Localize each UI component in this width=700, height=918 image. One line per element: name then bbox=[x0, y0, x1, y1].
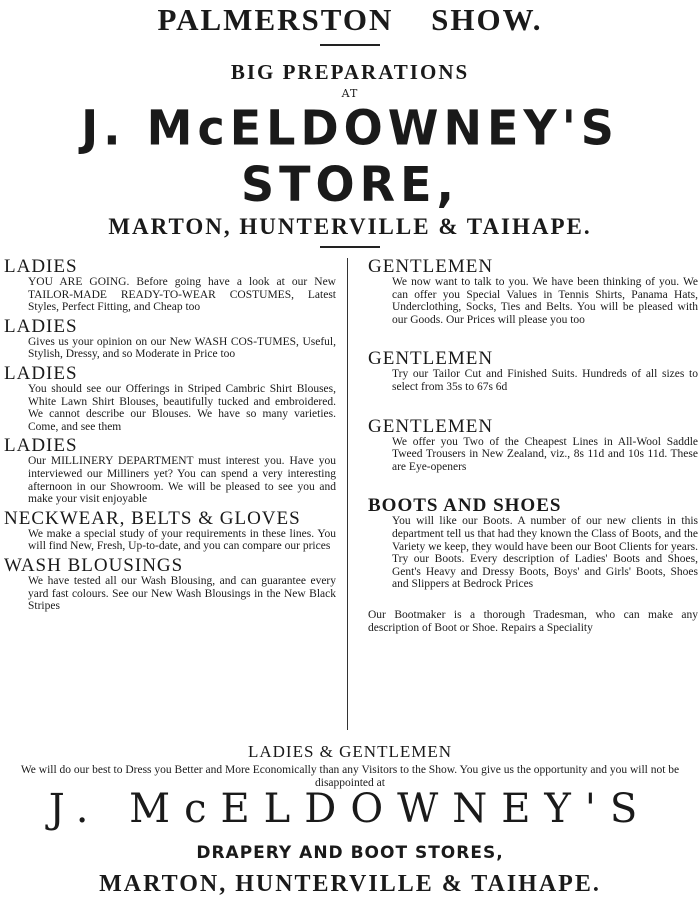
store-towns: MARTON, HUNTERVILLE & TAIHAPE. bbox=[108, 214, 592, 239]
section-gentlemen-trousers bbox=[368, 415, 698, 474]
section-heading: GENTLEMEN bbox=[368, 256, 494, 277]
section-boots-and-shoes bbox=[368, 497, 698, 591]
section-body: Gives us your opinion on our New WASH COS-TUMES, Useful, Stylish, Dressy, and so Moderate in Price too bbox=[28, 335, 336, 361]
column-divider bbox=[347, 258, 348, 730]
section-heading: NECKWEAR, BELTS & GLOVES bbox=[4, 507, 301, 529]
section-gentlemen-shirts bbox=[368, 258, 698, 326]
section-body: YOU ARE GOING. Before going have a look at our New TAILOR-MADE READY-TO-WEAR COSTUMES, Latest Styles, Perfect Fitting, and Cheap too bbox=[28, 276, 336, 314]
section-heading: WASH BLOUSINGS bbox=[4, 554, 184, 576]
left-column bbox=[4, 258, 336, 617]
section-heading: LADIES bbox=[4, 435, 78, 457]
section-heading: GENTLEMEN bbox=[368, 348, 494, 370]
show-title: PALMERSTON SHOW. bbox=[157, 2, 543, 37]
big-preparations-heading: BIG PREPARATIONS bbox=[230, 60, 470, 84]
section-body: We now want to talk to you. We have been thinking of you. We can offer you Special Values in Tennis Shirts, Panama Hats, Underclothing, Socks, Ties and Belts. You will be pleased with our Goods. Our Prices will please you too bbox=[392, 276, 698, 326]
divider-rule bbox=[320, 246, 380, 248]
closing-offer-text: We will do our best to Dress you Better and More Economically than any Visitors to the Show. You give us the opportunity and you will not be disappointed at bbox=[20, 764, 680, 789]
section-wash-blousings bbox=[4, 554, 336, 613]
section-ladies-costumes bbox=[4, 258, 336, 314]
section-heading: GENTLEMEN bbox=[368, 415, 494, 437]
at-label: AT bbox=[341, 87, 359, 100]
section-gentlemen-suits bbox=[368, 350, 698, 393]
section-body: Our Bootmaker is a thorough Tradesman, who can make any description of Boot or Shoe. Repairs a Speciality bbox=[368, 608, 698, 634]
offer-columns bbox=[0, 258, 700, 738]
section-body: Our MILLINERY DEPARTMENT must interest you. Have you interviewed our Milliners yet? You can spend a very interesting afternoon in our Showroom. We will be pleased to see you and make your visit enjoyable bbox=[28, 455, 336, 506]
section-body: You will like our Boots. A number of our new clients in this department tell us that had they known the Class of Boots, and the Variety we keep, they would have been our Boot Clients for years. Try our Boots. Every description of Ladies' Boots and Shoes, Gent's Heavy and Dressy Boots, Boys' and Girls' Boots, Shoes and Slippers at Bedrock Prices bbox=[392, 515, 698, 591]
ladies-gentlemen-heading: LADIES & GENTLEMEN bbox=[247, 742, 453, 761]
section-ladies-wash-costumes bbox=[4, 315, 336, 361]
store-name-heading: J. McELDOWNEY'S STORE, bbox=[81, 99, 619, 213]
section-ladies-blouses bbox=[4, 362, 336, 433]
section-heading: LADIES bbox=[4, 362, 78, 384]
section-body: You should see our Offerings in Striped Cambric Shirt Blouses, White Lawn Shirt Blouses, beautifully tucked and embroidered. We cannot describe our Blouses. We have so many varieties. Come, and see them bbox=[28, 382, 336, 433]
section-heading: LADIES bbox=[4, 315, 78, 337]
section-body: Try our Tailor Cut and Finished Suits. Hundreds of all sizes to select from 35s to 67s 6d bbox=[392, 368, 698, 393]
section-neckwear bbox=[4, 507, 336, 553]
section-body: We have tested all our Wash Blousing, and can guarantee every yard fast colours. See our New Wash Blousings in the New Black Stripes bbox=[28, 574, 336, 613]
section-body: We make a special study of your requirements in these lines. You will find New, Fresh, Up-to-date, and you can compare our prices bbox=[28, 527, 336, 553]
right-column bbox=[368, 258, 698, 638]
footer-towns: MARTON, HUNTERVILLE & TAIHAPE. bbox=[99, 871, 601, 897]
section-ladies-millinery bbox=[4, 437, 336, 505]
footer-store-name: J. McELDOWNEY'S bbox=[48, 786, 652, 832]
divider-rule bbox=[320, 44, 380, 46]
section-bootmaker bbox=[368, 609, 698, 634]
section-body: We offer you Two of the Cheapest Lines in All-Wool Saddle Tweed Trousers in New Zealand, viz., 8s 11d and 10s 11d. These are Eye-openers bbox=[392, 435, 698, 473]
section-heading: BOOTS AND SHOES bbox=[368, 495, 562, 517]
footer-stores-subtitle: DRAPERY AND BOOT STORES, bbox=[196, 843, 504, 863]
section-heading: LADIES bbox=[4, 256, 78, 277]
